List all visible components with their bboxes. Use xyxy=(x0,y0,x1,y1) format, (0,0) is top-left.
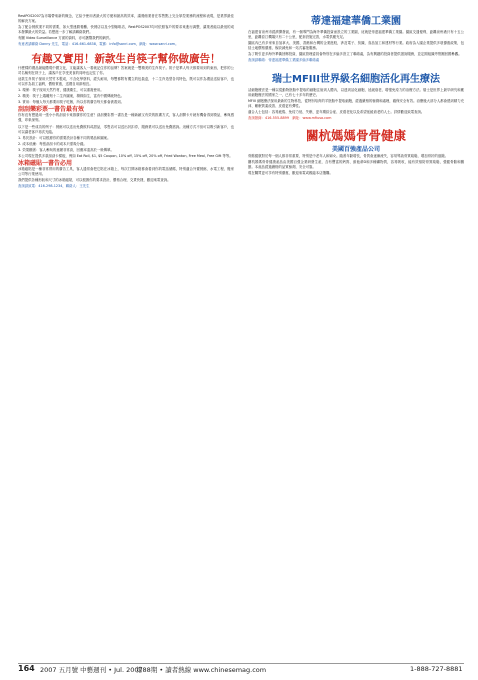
fridge-magnet-contact: 查詢請致電：416-298-1234，聯絡人：王先生 xyxy=(18,184,90,189)
cell-therapy-paragraph: 活細胞療法是一種以從動物胚胎中提取的細胞注射到人體內，以達到活化細胞、延緩衰老、增強免疫力的治療方法。瑞士是世界上最早研究和應用細胞療法的國家之一，已有七十多年的歷史。 xyxy=(248,87,464,97)
magazine-page xyxy=(18,14,464,654)
cell-therapy-paragraph: 適合人士包括：容易疲倦、免疫力低、失眠、更年期綜合症、皮膚老化以及希望延緩衰老的人士。詳情歡迎致電查詢。 xyxy=(248,109,425,114)
bone-health-paragraph: 現在購買更可享有特別優惠，歡迎來電或親臨本店選購。 xyxy=(248,171,333,176)
scratch-card-paragraph-1: 你有沒有想過用一張小小的刮刮卡來推廣你的生意？刮刮樂彩票一書告是一種新穎又有效的推廣方式，客人刮開卡片就有機會得到獎品，參與感強，印象深刻。 xyxy=(18,113,234,123)
scratch-card-list-item: 3. 效果顯著：客人參與的意願非常高，回應率遠高於一般傳單。 xyxy=(18,147,114,152)
industrial-park-contact: 查詢請聯絡：蒂達福建華僑工業園多倫多聯絡處 xyxy=(248,58,320,63)
bone-health-title: 關杭媽媽骨骨健康 xyxy=(305,128,406,144)
bone-health-subtitle: 美國百強產品公司 xyxy=(331,146,380,154)
cell-therapy-contact: 查詢熱線：416-555-8899 網址：www.mfiusa.com xyxy=(248,116,332,121)
industrial-park-ad xyxy=(248,14,464,64)
footer-phone: 1-888-727-8881 xyxy=(410,665,463,673)
scratch-card-list-item: 1. 易於設計：可以根據你的需要設計各種不同的獎品和圖案。 xyxy=(18,135,111,140)
fridge-magnet-paragraph-1: 冰箱磁貼是一種非常實用的廣告工具，客人通常會把它貼在冰箱上，每次打開冰箱都會看到你的電話號碼，特別適合外賣餐館、水電工程、搬家公司等行業使用。 xyxy=(18,167,234,177)
cell-therapy-ad xyxy=(248,72,464,122)
scratch-card-list-item: 2. 成本低廉：每張刮刮卡的成本只需幾分錢。 xyxy=(18,141,87,146)
cell-therapy-title: 瑞士MFIII世界級名細胞活化再生療法 xyxy=(272,73,440,85)
scratch-card-paragraph-2: 以下是一些成功的例子：餐館可以送出免費飲料或甜品，零售店可以送出折扣券，服務業可以送出免費諮詢。這種方式不但可以吸引新客戶，也可以讓老客戶再次光臨。 xyxy=(18,124,234,134)
feature-list-item: 1. 環保：筷子採用天然竹材，健康衛生，可以重複使用。 xyxy=(18,87,104,92)
feature-list-item: 3. 實用：每個人每天都要用筷子吃飯，所以你的廣告每天都會被看到。 xyxy=(18,100,125,105)
industrial-park-paragraph: 園區內已有多家來自加拿大、美國、香港和台灣的企業進駐，涉及電子、紡織、食品加工和建材等行業。政府為入園企業提供多項優惠政策，包括土地價格優惠、稅收減免和一站式審批服務。 xyxy=(248,41,464,51)
page-number: 164 xyxy=(18,664,35,673)
industrial-park-paragraph: 在福建省泉州市經濟開發區，有一個專門為海外華僑投資而設立的工業園，這就是蒂達福建華僑工業園。園區交通便利，距離泉州港只有十五公里，距離晉江機場只有二十公里，配套設施完善，水電供應充足。 xyxy=(248,30,464,40)
scratch-card-subheading: 刮刮樂彩票一書告最有效 xyxy=(18,106,85,114)
scratch-card-offer: 本公司現在提供多款刮刮卡樣板，例如 Eat Roll, $1, $5 Coupon, 10% off, 15% off, 20% off, Fried Wonton, Free Meal, Free Gift 等等。 xyxy=(18,153,233,158)
fridge-magnet-paragraph-2: 我們提供各種形狀和尺寸的冰箱磁貼，可以根據你的要求設計，價格合理，交貨快捷，歡迎來電查詢。 xyxy=(18,178,171,183)
intro-paragraph-2: 為了配合餐飲業不同的需要，如大型連鎖餐廳、快餐店以及小型咖啡店，RestPOS2007均可依照客戶的要求來進行調整，讓業者能以最低的成本發揮最大的效益。若想進一步了解請聯絡我們。 xyxy=(18,25,234,35)
footer-contact: 第88期 • 讀者熱線 www.chinesemag.com xyxy=(136,666,267,674)
fridge-magnet-subheading: 冰箱磁貼一書告必用 xyxy=(18,160,73,168)
intro-paragraph-1: RestPOS2007為市場帶來新的概念，它給予使用者最大的方便和最高的效率，讓餐館業者在零售點上完全掌控業務的流程和表現，是業界最佳的解決方案。 xyxy=(18,14,234,24)
feature-headline: 有趣又實用！新款生肖筷子幫你做廣告！ xyxy=(31,52,221,65)
feature-paragraph-2: 這款生肖筷子採用天然竹木製成，不含化學塗料，經久耐用，每雙都附有獨立的包裝盒，十二生肖造型各具特色，既可以作為禮品送給客戶，也可以作為員工福利，價格實惠，送禮自用兩相宜。 xyxy=(18,76,234,86)
right-column xyxy=(248,14,464,178)
industrial-park-paragraph: 為了吸引更多海外華僑回鄉投資，園區管理委員會特別在多倫多設立了聯絡處，為有興趣的投資者提供諮詢服務，並定期組織考察團回國參觀。 xyxy=(248,52,462,57)
left-column xyxy=(18,14,234,191)
page-footer xyxy=(18,663,464,674)
feature-list-item: 2. 精美：筷子上端雕刻十二生肖圖案，栩栩如生，富有中國傳統特色。 xyxy=(18,94,125,99)
bone-health-paragraph: 骨骼健康對於每一個人都非常重要，特別是中老年人和婦女。隨著年齡增長，骨質會逐漸流失，容易導致骨質疏鬆，增加骨折的風險。 xyxy=(248,154,449,159)
industrial-park-title: 蒂達福建華僑工業園 xyxy=(311,16,401,27)
bone-health-paragraph: 關杭媽媽骨骨健康產品由美國百強企業研發生產，含有豐富的鈣質、維他命D和多種礦物質，容易吸收，能有效預防骨質疏鬆，強健骨骼和關節。本產品經過嚴格的品質檢測，安全可靠。 xyxy=(248,160,464,170)
feature-paragraph-1: 什麼樣的禮品最能體現中國文化，又能讓客人一看就記住你的品牌？答案就是一雙精美的生肖筷子。筷子是華人每天都要用到的東西，把你的公司名稱刻在筷子上，讓客戶在享受美食的同時也記住了你。 xyxy=(18,65,234,75)
magazine-info: 2007 五月號 中藝週刊 • Jul. 2007 xyxy=(40,666,143,674)
bone-health-ad xyxy=(248,127,464,176)
intro-contact: 有意者請聯絡 Danny 先生，電話：416-661-6838，電郵：info@sanri.com，網址：www.sanri.com。 xyxy=(18,42,179,47)
intro-paragraph-3: 有關 Video Surveillance 方面的資料，亦可瀏覽我們的網頁。 xyxy=(18,36,113,41)
cell-therapy-paragraph: MFIII 細胞療法採用最新的生物科技，從特別培育的羊胚胎中提取細胞，經過嚴格的檢測和處理，確保安全有效。治療後大部分人都會感到精力充沛、睡眠質素改善、皮膚更有彈性。 xyxy=(248,98,464,108)
